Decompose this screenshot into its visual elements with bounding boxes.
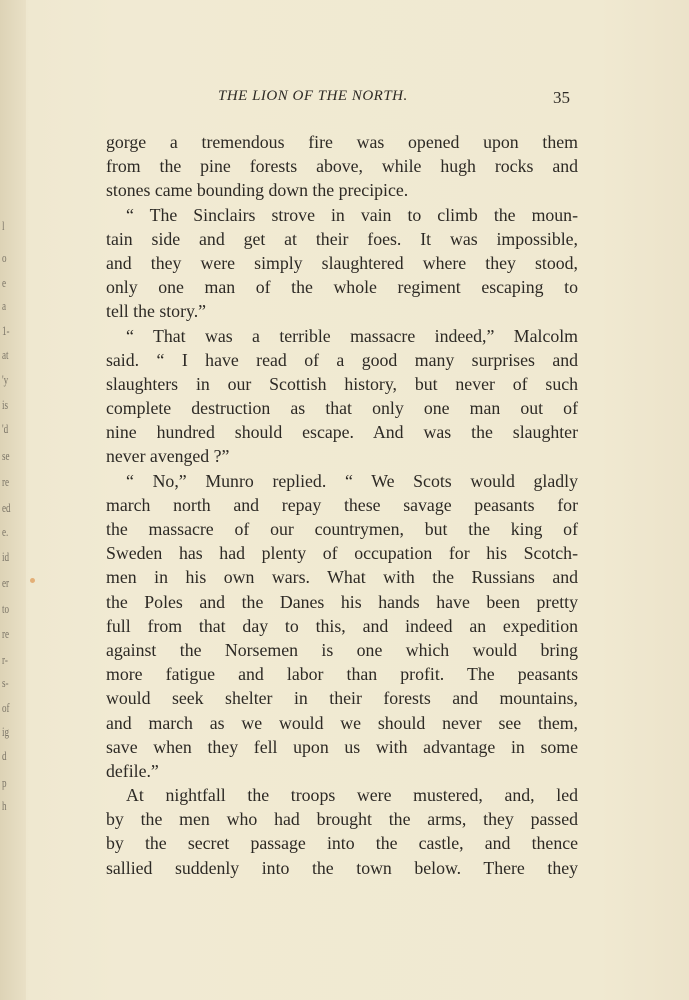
text-line: men in his own wars. What with the Russians and [106,567,578,588]
text-line: slaughters in our Scottish history, but never of such [106,373,578,394]
text-line: complete destruction as that only one man out of [106,398,578,419]
text-line: gorge a tremendous fire was opened upon them [106,132,578,152]
bleed-fragment: h [2,798,7,813]
bleed-fragment: s- [2,675,9,690]
bleed-fragment: r- [2,652,8,667]
text-line: “ That was a terrible massacre indeed,” Malcolm [126,325,578,346]
text-line: and they were simply slaughtered where they stood, [106,252,578,273]
bleed-fragment: o [2,250,7,265]
bleed-fragment: l [2,218,5,233]
bleed-fragment: er [2,575,10,590]
text-line: nine hundred should escape. And was the slaughter [106,422,578,443]
text-line: said. “ I have read of a good many surprises and [106,349,578,370]
page-number: 35 [553,88,570,107]
bleed-fragment: id [2,549,10,564]
bleed-fragment: 1- [2,323,10,338]
text-line: sallied suddenly into the town below. There they [106,857,578,878]
bleed-fragment: se [2,448,10,463]
text-line: At nightfall the troops were mustered, and, led [126,785,578,806]
text-line: by the men who had brought the arms, they passed [106,809,578,830]
text-line: save when they fell upon us with advantage in some [106,736,578,757]
bleed-fragment: at [2,347,9,362]
text-line: tain side and get at their foes. It was impossible, [106,228,578,249]
bleed-fragment: is [2,397,9,412]
text-line: full from that day to this, and indeed an expedition [106,615,578,636]
text-line: “ The Sinclairs strove in vain to climb the moun- [126,204,578,225]
bleed-fragment: re [2,626,10,641]
text-line: tell the story.” [106,301,207,322]
text-line: and march as we would we should never see them, [106,712,578,733]
bleed-fragment: e [2,275,7,290]
bleed-fragment: 'y [2,372,9,387]
body-text [106,130,578,880]
text-line: defile.” [106,760,159,781]
bleed-fragment: ig [2,724,10,739]
text-line: the Poles and the Danes his hands have been pretty [106,591,578,612]
running-title: THE LION OF THE NORTH. [218,88,408,104]
text-line: never avenged ?” [106,446,230,467]
page-header [0,88,689,110]
bleed-fragment: 'd [2,421,9,436]
text-line: by the secret passage into the castle, and thence [106,833,578,854]
text-line: march north and repay these savage peasants for [106,494,578,515]
bleed-fragment: a [2,298,7,313]
text-line: Sweden has had plenty of occupation for his Scotch- [106,543,578,564]
text-line: only one man of the whole regiment escaping to [106,277,578,298]
bleed-fragment: re [2,474,10,489]
bleed-fragment: to [2,601,10,616]
bleed-fragment: of [2,700,10,715]
text-line: “ No,” Munro replied. “ We Scots would gladly [126,470,578,491]
text-line: stones came bounding down the precipice. [106,180,409,201]
paper-stain [30,578,35,583]
bleed-fragment: ed [2,500,11,515]
text-line: against the Norsemen is one which would bring [106,639,578,660]
text-line: the massacre of our countrymen, but the king of [106,519,578,539]
bleed-through-text [0,0,26,1000]
bleed-fragment: e. [2,524,9,539]
bleed-fragment: d [2,748,7,763]
text-line: from the pine forests above, while hugh rocks and [106,156,578,177]
bleed-fragment: p [2,775,7,790]
text-line: more fatigue and labor than profit. The peasants [106,664,578,685]
text-line: would seek shelter in their forests and mountains, [106,688,578,709]
